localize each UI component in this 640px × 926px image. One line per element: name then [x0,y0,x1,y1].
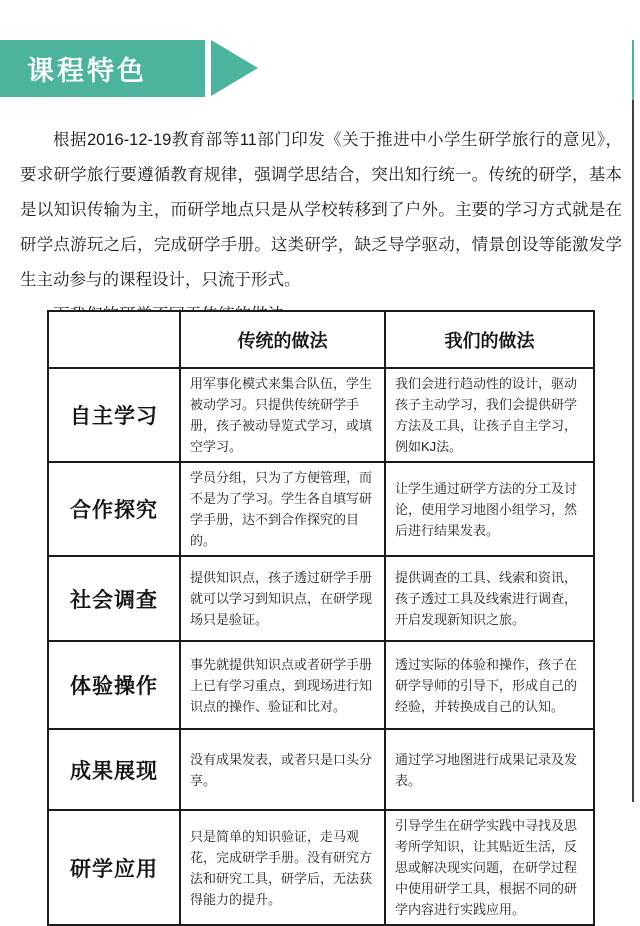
row-label: 合作探究 [48,462,180,556]
ours-cell: 透过实际的体验和操作，孩子在研学导师的引导下，形成自己的经验，并转换成自己的认知。 [385,641,594,729]
header-ours: 我们的做法 [385,311,594,368]
table-header-row [48,311,594,368]
traditional-cell: 提供知识点，孩子透过研学手册就可以学习到知识点，在研学现场只是验证。 [180,556,385,641]
intro-paragraph-1: 根据2016-12-19教育部等11部门印发《关于推进中小学生研学旅行的意见》，要求研学旅行要遵循教育规律，强调学思结合，突出知行统一。传统的研学，基本是以知识传输为主，而研学地点只是从学校转移到了户外。主要的学习方式就是在研学点游玩之后，完成研学手册。这类研学，缺乏导学驱动，情景创设等能激发学生主动参与的课程设计，只流于形式。 [20,131,622,289]
banner-arrow-icon [211,40,258,96]
header-empty-cell [48,311,180,368]
ours-cell: 引导学生在研学实践中寻找及思考所学知识，让其贴近生活，反思或解决现实问题，在研学过程中使用研学工具，根据不同的研学内容进行实践应用。 [385,810,594,925]
row-label: 体验操作 [48,641,180,729]
traditional-cell: 事先就提供知识点或者研学手册上已有学习重点，到现场进行知识点的操作、验证和比对。 [180,641,385,729]
table-row [48,368,594,462]
table-row [48,810,594,925]
traditional-cell: 只是简单的知识验证，走马观花，完成研学手册。没有研究方法和研究工具，研学后，无法获得能力的提升。 [180,810,385,925]
row-label: 成果展现 [48,729,180,810]
table-row [48,462,594,556]
ours-cell: 让学生通过研学方法的分工及讨论，使用学习地图小组学习，然后进行结果发表。 [385,462,594,556]
row-label: 社会调查 [48,556,180,641]
table-row [48,556,594,641]
ours-cell: 通过学习地图进行成果记录及发表。 [385,729,594,810]
traditional-cell: 没有成果发表，或者只是口头分享。 [180,729,385,810]
comparison-table [47,310,595,926]
edge-accent-line [632,40,634,100]
header-traditional: 传统的做法 [180,311,385,368]
ours-cell: 我们会进行趋动性的设计，驱动孩子主动学习，我们会提供研学方法及工具，让孩子自主学习，例如KJ法。 [385,368,594,462]
row-label: 研学应用 [48,810,180,925]
table-row [48,729,594,810]
ours-cell: 提供调查的工具、线索和资讯，孩子透过工具及线索进行调查，开启发现新知识之旅。 [385,556,594,641]
traditional-cell: 学员分组，只为了方便管理，而不是为了学习。学生各自填写研学手册，达不到合作探究的目的。 [180,462,385,556]
row-label: 自主学习 [48,368,180,462]
edge-divider-line [632,100,634,802]
page-title: 课程特色 [27,56,147,86]
table-row [48,641,594,729]
intro-text-block [20,123,622,333]
section-banner [0,40,205,97]
traditional-cell: 用军事化模式来集合队伍，学生被动学习。只提供传统研学手册，孩子被动导览式学习，或填空学习。 [180,368,385,462]
